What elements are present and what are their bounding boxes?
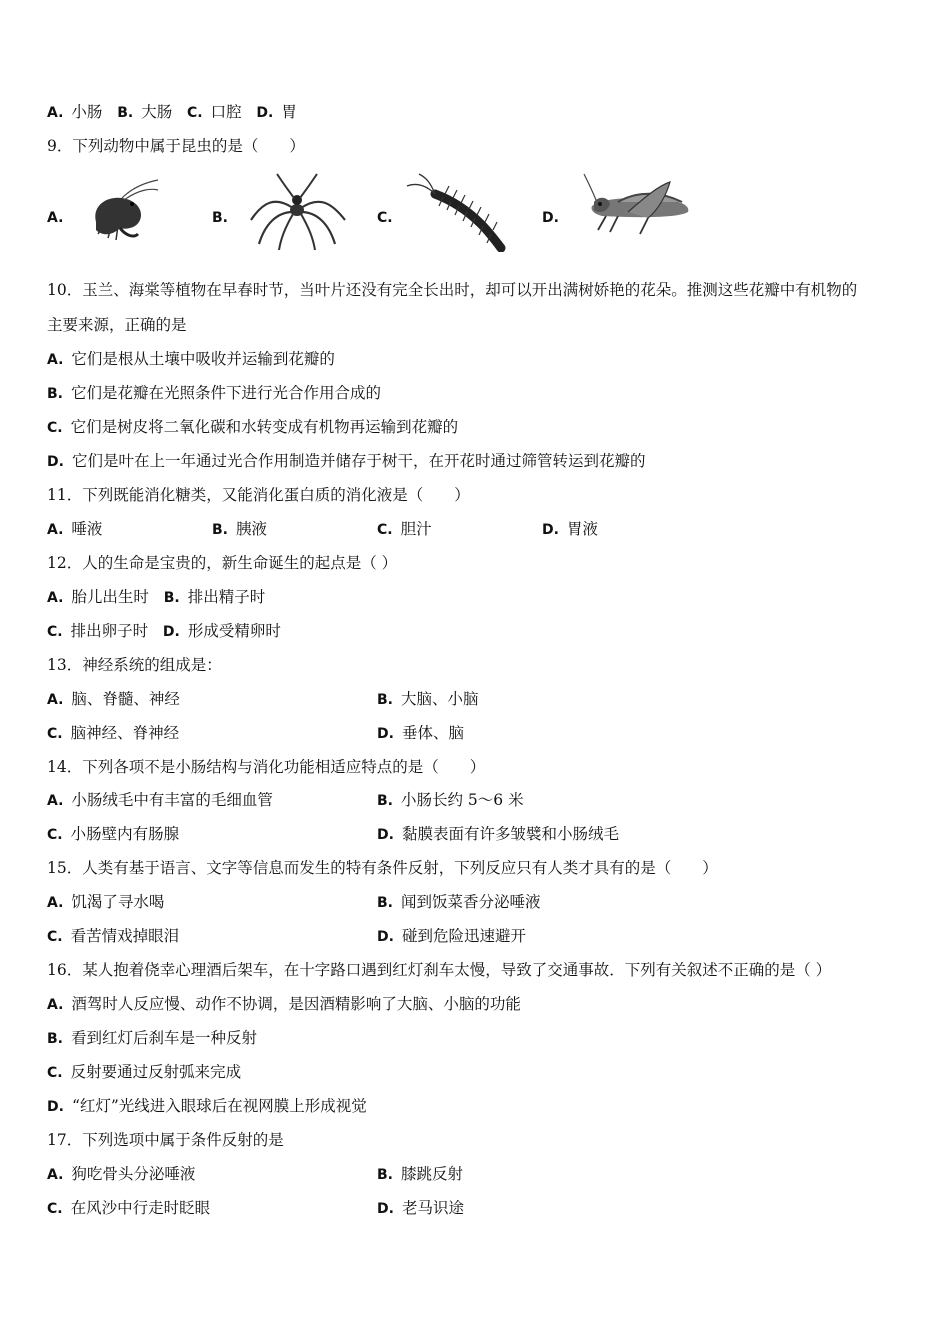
q14-option-d[interactable]: D. 黏膜表面有许多皱襞和小肠绒毛 [377, 825, 619, 843]
q16-option-a[interactable]: A. 酒驾时人反应慢、动作不协调，是因酒精影响了大脑、小脑的功能 [47, 995, 521, 1013]
q11-option-c[interactable]: C. 胆汁 [377, 520, 432, 538]
q16-stem: 16．某人抱着侥幸心理酒后架车，在十字路口遇到红灯刹车太慢，导致了交通事故．下列有关叙述不正确的是（ ） [47, 961, 832, 979]
q15-stem: 15．人类有基于语言、文字等信息而发生的特有条件反射，下列反应只有人类才具有的是（ ） [47, 859, 718, 877]
q17-option-a[interactable]: A. 狗吃骨头分泌唾液 [47, 1165, 196, 1183]
spider-icon [245, 172, 350, 252]
q9-option-a[interactable]: A. [47, 210, 64, 226]
q9-option-c[interactable]: C. [377, 210, 393, 226]
q9-option-b[interactable]: B. [212, 210, 228, 226]
q17-stem: 17．下列选项中属于条件反射的是 [47, 1131, 284, 1149]
q17-option-b[interactable]: B. 膝跳反射 [377, 1165, 464, 1183]
q16-option-d[interactable]: D. “红灯”光线进入眼球后在视网膜上形成视觉 [47, 1097, 367, 1115]
q10-stem-line2: 主要来源，正确的是 [47, 316, 187, 334]
q13-option-a[interactable]: A. 脑、脊髓、神经 [47, 690, 180, 708]
q8-options-row [47, 102, 297, 123]
q10-option-b[interactable]: B. 它们是花瓣在光照条件下进行光合作用合成的 [47, 384, 382, 402]
q9-stem: 9．下列动物中属于昆虫的是（ ） [47, 137, 305, 155]
q16-option-b[interactable]: B. 看到红灯后刹车是一种反射 [47, 1029, 258, 1047]
shrimp-icon [82, 176, 160, 244]
q10-stem-line1: 10．玉兰、海棠等植物在早春时节，当叶片还没有完全长出时，却可以开出满树娇艳的花朵。推测这些花瓣中有机物的 [47, 281, 858, 299]
q12-options-row1 [47, 587, 265, 608]
q12-options-row2 [47, 621, 281, 642]
q12-option-b[interactable]: B. 排出精子时 [163, 588, 266, 606]
q14-option-a[interactable]: A. 小肠绒毛中有丰富的毛细血管 [47, 791, 273, 809]
q17-option-d[interactable]: D. 老马识途 [377, 1199, 464, 1217]
centipede-icon [405, 172, 510, 252]
grasshopper-icon [578, 172, 696, 244]
q14-stem: 14．下列各项不是小肠结构与消化功能相适应特点的是（ ） [47, 758, 486, 776]
q14-option-b[interactable]: B. 小肠长约 5～6 米 [377, 791, 524, 809]
q10-option-d[interactable]: D. 它们是叶在上一年通过光合作用制造并储存于树干，在开花时通过筛管转运到花瓣的 [47, 452, 646, 470]
q15-option-b[interactable]: B. 闻到饭菜香分泌唾液 [377, 893, 541, 911]
q13-option-d[interactable]: D. 垂体、脑 [377, 724, 464, 742]
q11-option-b[interactable]: B. 胰液 [212, 520, 268, 538]
q12-option-d[interactable]: D. 形成受精卵时 [162, 622, 281, 640]
q17-option-c[interactable]: C. 在风沙中行走时眨眼 [47, 1199, 211, 1217]
q11-option-a[interactable]: A. 唾液 [47, 520, 103, 538]
q9-option-d[interactable]: D. [542, 210, 559, 226]
q11-stem: 11．下列既能消化糖类，又能消化蛋白质的消化液是（ ） [47, 486, 470, 504]
q12-option-a[interactable]: A. 胎儿出生时 [47, 588, 149, 606]
q14-option-c[interactable]: C. 小肠壁内有肠腺 [47, 825, 180, 843]
q15-option-d[interactable]: D. 碰到危险迅速避开 [377, 927, 526, 945]
q8-option-a[interactable]: A. 小肠 [47, 103, 103, 121]
q12-stem: 12．人的生命是宝贵的，新生命诞生的起点是（ ） [47, 554, 398, 572]
q8-option-d[interactable]: D. 胃 [256, 103, 297, 121]
q13-option-c[interactable]: C. 脑神经、脊神经 [47, 724, 180, 742]
q10-option-a[interactable]: A. 它们是根从土壤中吸收并运输到花瓣的 [47, 350, 335, 368]
q13-option-b[interactable]: B. 大脑、小脑 [377, 690, 479, 708]
q12-option-c[interactable]: C. 排出卵子时 [47, 622, 149, 640]
q15-option-c[interactable]: C. 看苦情戏掉眼泪 [47, 927, 180, 945]
q8-option-c[interactable]: C. 口腔 [187, 103, 242, 121]
q15-option-a[interactable]: A. 饥渴了寻水喝 [47, 893, 165, 911]
q11-option-d[interactable]: D. 胃液 [542, 520, 598, 538]
q8-option-b[interactable]: B. 大肠 [117, 103, 173, 121]
q16-option-c[interactable]: C. 反射要通过反射弧来完成 [47, 1063, 242, 1081]
q10-option-c[interactable]: C. 它们是树皮将二氧化碳和水转变成有机物再运输到花瓣的 [47, 418, 459, 436]
q13-stem: 13．神经系统的组成是： [47, 656, 222, 674]
